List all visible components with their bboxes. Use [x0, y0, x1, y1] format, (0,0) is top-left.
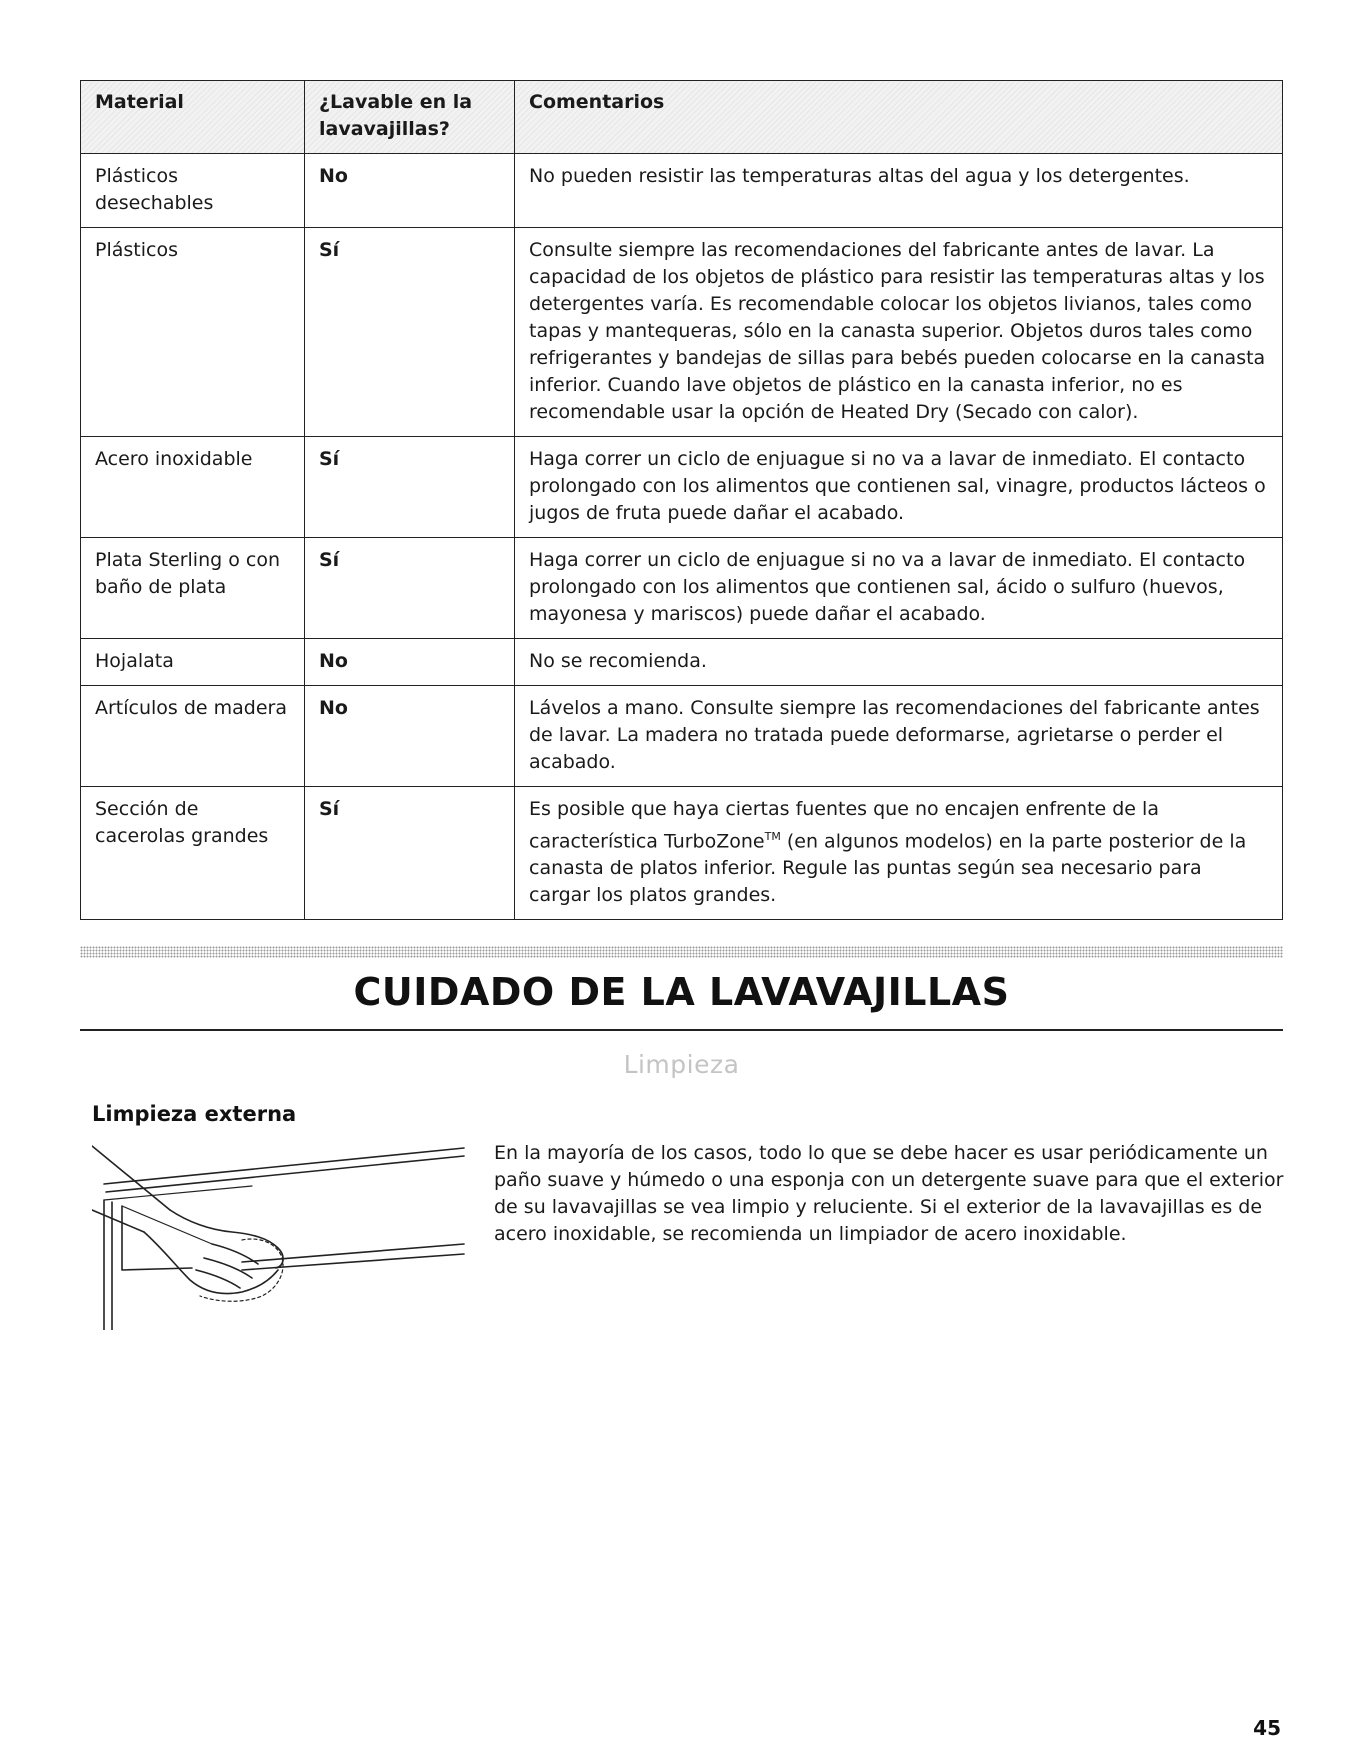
- washable-cell: No: [305, 154, 515, 228]
- table-row: [81, 437, 1283, 538]
- comments-text: Es posible que haya ciertas fuentes que no encajen enfrente de la característica TurboZone: [529, 798, 1159, 853]
- dotted-divider: [80, 946, 1283, 958]
- washable-cell: Sí: [305, 437, 515, 538]
- table-row: [81, 154, 1283, 228]
- exterior-cleaning-text: En la mayoría de los casos, todo lo que se debe hacer es usar periódicamente un paño suave y húmedo o una esponja con un detergente suave para que el exterior de su lavavajillas se vea limpio y reluciente. Si el exterior de la lavavajillas es de acero inoxidable, se recomienda un limpiador de acero inoxidable.: [494, 1142, 1284, 1245]
- material-cell: Plásticos desechables: [81, 154, 305, 228]
- page-number: 45: [1253, 1716, 1281, 1740]
- comments-cell: No pueden resistir las temperaturas altas del agua y los detergentes.: [515, 154, 1283, 228]
- section-title: CUIDADO DE LA LAVAVAJILLAS: [353, 970, 1010, 1014]
- table-row: [81, 639, 1283, 686]
- exterior-cleaning-heading: Limpieza externa: [92, 1102, 297, 1126]
- table-row: [81, 686, 1283, 787]
- material-cell: Sección de cacerolas grandes: [81, 787, 305, 920]
- table-row: [81, 228, 1283, 437]
- comments-cell: [515, 787, 1283, 920]
- material-cell: Hojalata: [81, 639, 305, 686]
- comments-cell: Lávelos a mano. Consulte siempre las recomendaciones del fabricante antes de lavar. La madera no tratada puede deformarse, agrietarse o perder el acabado.: [515, 686, 1283, 787]
- washable-cell: Sí: [305, 538, 515, 639]
- material-cell: Plata Sterling o con baño de plata: [81, 538, 305, 639]
- comments-cell: No se recomienda.: [515, 639, 1283, 686]
- material-cell: Plásticos: [81, 228, 305, 437]
- washable-cell: Sí: [305, 228, 515, 437]
- hand-wiping-dishwasher-icon: [92, 1140, 472, 1330]
- section-rule: [80, 1029, 1283, 1031]
- comments-text-cont: (en algunos modelos) en la parte posterior de la canasta de platos inferior. Regule las puntas según sea necesario para cargar los platos grandes.: [529, 830, 1247, 907]
- washable-cell: No: [305, 639, 515, 686]
- material-cell: Artículos de madera: [81, 686, 305, 787]
- comments-cell: Haga correr un ciclo de enjuague si no va a lavar de inmediato. El contacto prolongado con los alimentos que contienen sal, vinagre, productos lácteos o jugos de fruta puede dañar el acabado.: [515, 437, 1283, 538]
- material-cell: Acero inoxidable: [81, 437, 305, 538]
- comments-cell: Consulte siempre las recomendaciones del fabricante antes de lavar. La capacidad de los objetos de plástico para resistir las temperaturas altas y los detergentes varía. Es recomendable colocar los objetos livianos, tales como tapas y mantequeras, sólo en la canasta superior. Objetos duros tales como refrigerantes y bandejas de sillas para bebés pueden colocarse en la canasta inferior. Cuando lave objetos de plástico en la canasta inferior, no es recomendable usar la opción de Heated Dry (Secado con calor).: [515, 228, 1283, 437]
- comments-cell: Haga correr un ciclo de enjuague si no va a lavar de inmediato. El contacto prolongado con los alimentos que contienen sal, ácido o sulfuro (huevos, mayonesa y mariscos) puede dañar el acabado.: [515, 538, 1283, 639]
- table-row: [81, 787, 1283, 920]
- header-material: Material: [81, 81, 305, 154]
- header-washable: ¿Lavable en la lavavajillas?: [305, 81, 515, 154]
- washable-cell: Sí: [305, 787, 515, 920]
- washable-cell: No: [305, 686, 515, 787]
- header-comments: Comentarios: [515, 81, 1283, 154]
- subsection-title: Limpieza: [623, 1050, 740, 1079]
- table-header-row: [81, 81, 1283, 154]
- trademark-mark: TM: [764, 830, 781, 843]
- material-care-table: [80, 80, 1283, 920]
- table-row: [81, 538, 1283, 639]
